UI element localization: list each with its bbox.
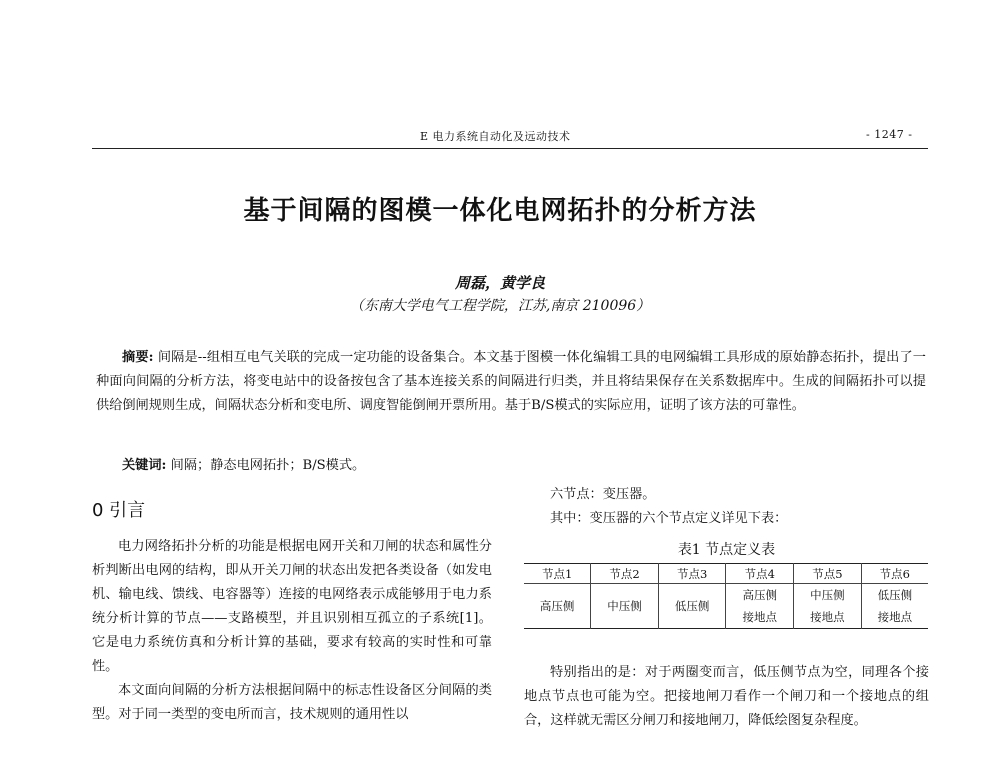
affiliation: （东南大学电气工程学院，江苏,南京 210096）: [349, 298, 651, 314]
table-header-row: [524, 564, 928, 584]
table-header-cell: 节点2: [591, 564, 659, 584]
keywords-text: 间隔；静态电网拓扑；B/S模式。: [170, 458, 366, 473]
node-definition-table: [524, 563, 928, 629]
section-heading: 0 引言: [92, 500, 146, 521]
keywords-label: 关键词:: [122, 458, 167, 473]
right-column-top: [524, 483, 929, 531]
table-caption: 表1 节点定义表: [677, 542, 776, 558]
table-cell: [726, 584, 794, 629]
table-cell: 低压侧: [658, 584, 726, 629]
table-cell: [861, 584, 928, 629]
abstract-text: 间隔是--组相互电气关联的完成一定功能的设备集合。本文基于图模一体化编辑工具的电网编辑工具形成的原始静态拓扑，提出了一种面向间隔的分析方法，将变电站中的设备按包含了基本连接关系的间隔进行归类，并且将结果保存在关系数据库中。生成的间隔拓扑可以提供给倒闸规则生成，间隔状态分析和变电所、调度智能倒闸开票所用。基于B/S模式的实际应用，证明了该方法的可靠性。: [96, 350, 926, 413]
table-cell: 高压侧: [524, 584, 591, 629]
cell-line: 低压侧: [877, 588, 913, 602]
paragraph: 其中：变压器的六个节点定义详见下表：: [550, 511, 788, 526]
table-header-cell: 节点3: [658, 564, 726, 584]
header-rule: [92, 148, 928, 149]
table-header-cell: 节点4: [726, 564, 794, 584]
page-number: - 1247 -: [866, 128, 913, 141]
table-row: [524, 584, 928, 629]
paragraph: 六节点：变压器。: [550, 487, 656, 502]
authors: 周磊，黄学良: [454, 274, 545, 292]
cell-line: 接地点: [742, 610, 778, 624]
table-header-cell: 节点5: [794, 564, 862, 584]
paragraph: 电力网络拓扑分析的功能是根据电网开关和刀闸的状态和属性分析判断出电网的结构，即从开关刀闸的状态出发把各类设备（如发电机、输电线、馈线、电容器等）连接的电网络表示成能够用于电力系统分析计算的节点——支路模型，并且识别相互孤立的子系统[1]。它是电力系统仿真和分析计算的基础，要求有较高的实时性和可靠性。: [92, 539, 492, 674]
keywords: [96, 454, 926, 478]
paragraph: 本文面向间隔的分析方法根据间隔中的标志性设备区分间隔的类型。对于同一类型的变电所而言，技术规则的通用性以: [92, 683, 492, 722]
right-column-bottom: 特别指出的是：对于两圈变而言，低压侧节点为空，同理各个接地点节点也可能为空。把接地闸刀看作一个闸刀和一个接地点的组合，这样就无需区分闸刀和接地闸刀，降低绘图复杂程度。: [524, 665, 929, 728]
paper-title: 基于间隔的图模一体化电网拓扑的分析方法: [243, 196, 757, 226]
table-cell: [794, 584, 862, 629]
table-header-cell: 节点6: [861, 564, 928, 584]
abstract: [96, 346, 926, 418]
cell-line: 高压侧: [742, 588, 778, 602]
abstract-label: 摘要:: [122, 350, 154, 365]
table-cell: 中压侧: [591, 584, 659, 629]
cell-line: 中压侧: [810, 588, 845, 602]
running-header-journal: E 电力系统自动化及远动技术: [420, 130, 571, 143]
cell-line: 接地点: [810, 610, 845, 624]
table-header-cell: 节点1: [524, 564, 591, 584]
left-column: [92, 535, 492, 727]
cell-line: 接地点: [877, 610, 913, 624]
